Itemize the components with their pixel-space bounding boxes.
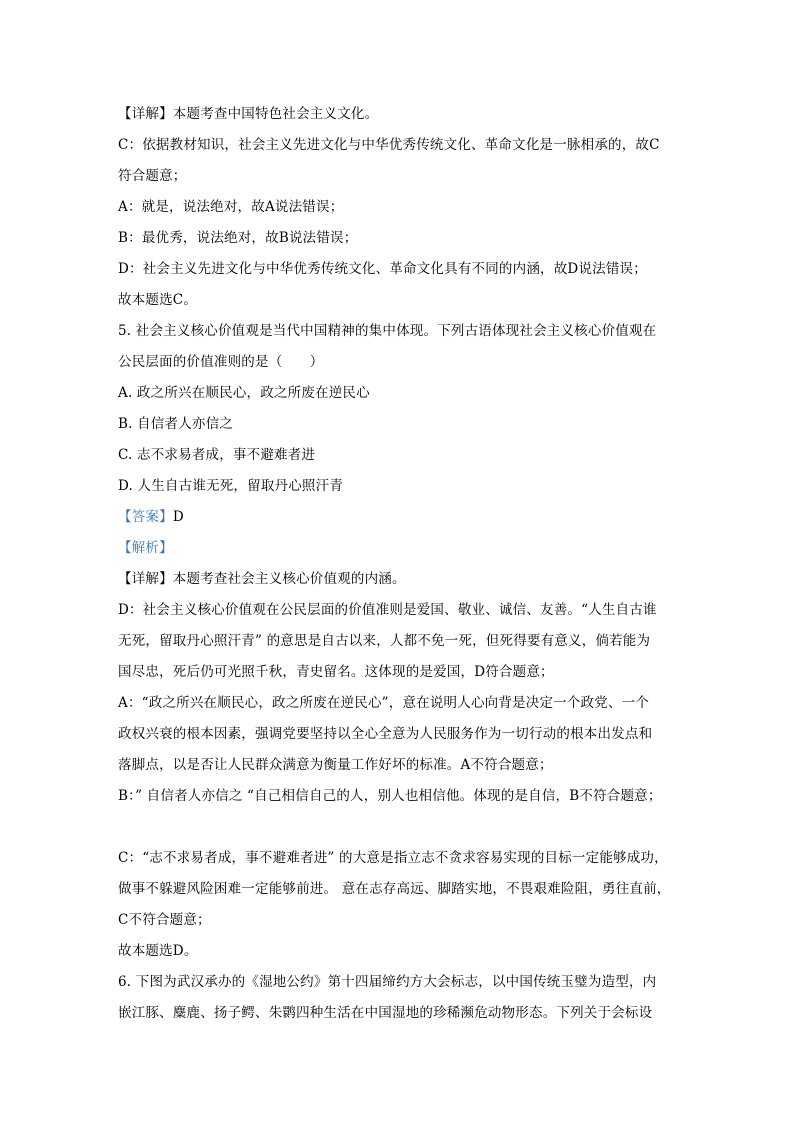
q5-detail: 【详解】本题考查社会主义核心价值观的内涵。 [118,571,406,587]
q4-option-c-line2: 符合题意； [118,168,187,184]
q4-conclusion: 故本题选C。 [118,292,198,308]
q5-a-line2: 政权兴衰的根本因素，强调党要坚持以全心全意为人民服务作为一切行动的根本出发点和 [118,726,653,742]
q5-option-b: B. 自信者人亦信之 [118,416,234,432]
q5-option-a: A. 政之所兴在顺民心，政之所废在逆民心 [118,385,370,401]
analysis-tag: 【解析】 [118,540,173,556]
q5-option-d: D. 人生自古谁无死，留取丹心照汗青 [118,478,344,494]
q5-a-line1: A：“政之所兴在顺民心，政之所废在逆民心”，意在说明人心向背是决定一个政党、一个 [118,695,650,711]
q5-d-line1: D：社会主义核心价值观在公民层面的价值准则是爱国、敬业、诚信、友善。“人生自古谁 [118,602,657,618]
q6-stem-line2: 嵌江豚、麋鹿、扬子鳄、朱鹮四种生活在中国湿地的珍稀濒危动物形态。下列关于会标设 [118,1005,653,1021]
q4-option-d: D：社会主义先进文化与中华优秀传统文化、革命文化具有不同的内涵，故D说法错误； [118,261,647,277]
q5-c-line3: C不符合题意； [118,912,211,928]
answer-value: D [172,509,184,525]
q5-d-line2: 无死，留取丹心照汗青” 的意思是自古以来，人都不免一死，但死得要有意义，倘若能为 [118,633,651,649]
q4-option-a: A：就是，说法绝对，故A说法错误； [118,199,344,215]
q5-d-line3: 国尽忠，死后仍可光照千秋，青史留名。这体现的是爱国，D符合题意； [118,664,554,680]
answer-tag: 【答案】 [118,509,173,525]
q5-a-line3: 落脚点，以是否让人民群众满意为衡量工作好坏的标准。A不符合题意； [118,757,553,773]
q4-option-b: B：最优秀，说法绝对，故B说法错误； [118,230,358,246]
q5-b-line: B：” 自信者人亦信之 “自己相信自己的人，别人也相信他。体现的是自信，B不符合题意； [118,788,662,804]
q6-stem-line1: 6. 下图为武汉承办的《湿地公约》第十四届缔约方大会标志，以中国传统玉璧为造型，内 [118,974,657,990]
q5-option-c: C. 志不求易者成，事不避难者进 [118,447,316,463]
q5-c-line2: 做事不躲避风险困难一定能够前进。 意在志存高远、脚踏实地，不畏艰难险阻，勇往直前， [118,881,671,897]
q5-stem-line1: 5. 社会主义核心价值观是当代中国精神的集中体现。下列古语体现社会主义核心价值观在 [118,323,657,339]
q5-stem-line2: 公民层面的价值准则的是（ ） [118,354,324,370]
q5-c-line1: C：“志不求易者成，事不避难者进” 的大意是指立志不贪求容易实现的目标一定能够成功， [118,850,668,866]
q4-option-c-line1: C：依据教材知识，社会主义先进文化与中华优秀传统文化、革命文化是一脉相承的，故C [118,137,660,153]
q5-answer [118,507,718,527]
q4-detail: 【详解】本题考查中国特色社会主义文化。 [118,106,379,122]
q5-conclusion: 故本题选D。 [118,943,198,959]
